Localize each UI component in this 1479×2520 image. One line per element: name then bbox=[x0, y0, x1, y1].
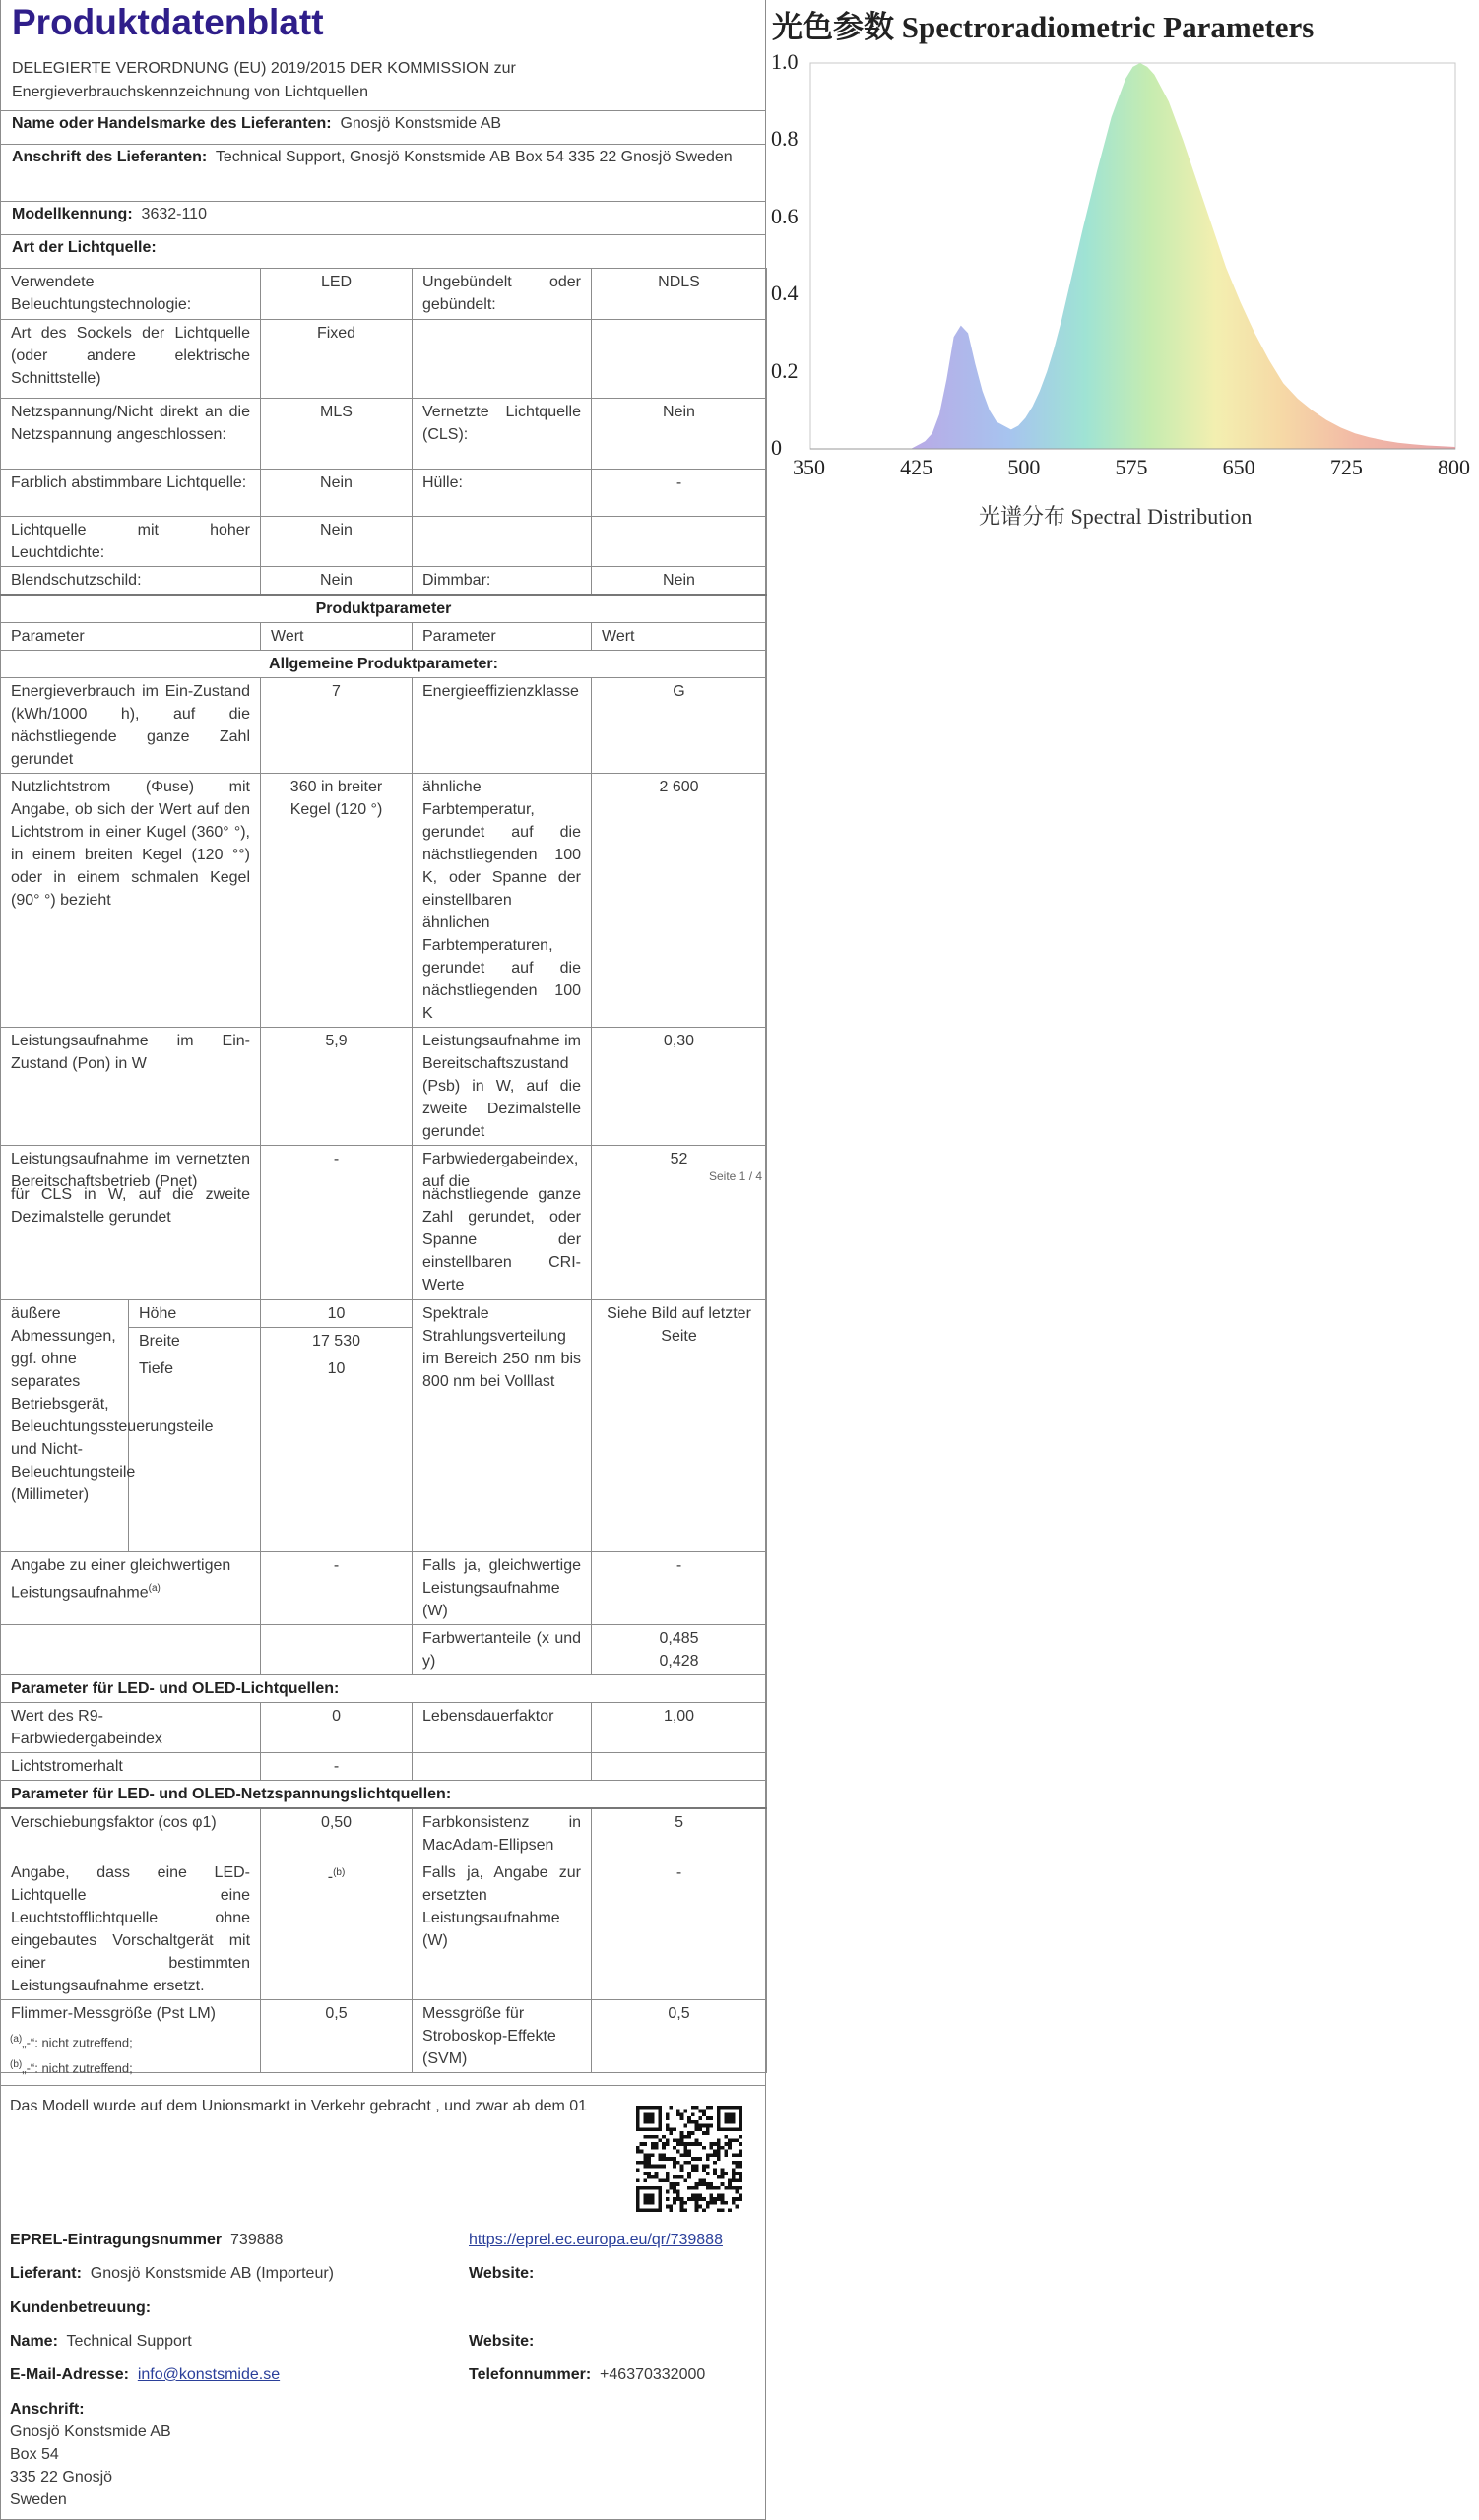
phone-value: +46370332000 bbox=[600, 2366, 706, 2383]
model-label: Modellkennung: bbox=[12, 206, 133, 222]
x-tick-label: 425 bbox=[900, 455, 933, 479]
section-row bbox=[1, 1780, 767, 1808]
cell-value: 0,5 bbox=[261, 1999, 413, 2072]
cell-value: - bbox=[592, 470, 767, 517]
cell-label: Energieverbrauch im Ein-Zustand (kWh/1000 h), auf die nächstliegende ganze Zahl gerundet bbox=[1, 678, 261, 774]
cell-label: Ungebündelt oder gebündelt: bbox=[413, 269, 592, 320]
x-tick-label: 575 bbox=[1115, 455, 1148, 479]
section-row bbox=[1, 1674, 767, 1702]
x-tick-label: 800 bbox=[1438, 455, 1470, 479]
address-line: 335 22 Gnosjö bbox=[10, 2469, 113, 2486]
phone-label: Telefonnummer: bbox=[469, 2366, 592, 2383]
supplier-name-label: Name oder Handelsmarke des Lieferanten: bbox=[12, 115, 332, 132]
dim-name: Höhe bbox=[129, 1299, 261, 1327]
section-heading: Allgemeine Produktparameter: bbox=[1, 651, 767, 678]
service-label: Kundenbetreuung: bbox=[10, 2300, 152, 2316]
cell-label: Flimmer-Messgröße (Pst LM) bbox=[1, 1999, 261, 2072]
cell-value: 2 600 bbox=[592, 774, 767, 1028]
supplier-line bbox=[10, 2262, 334, 2285]
market-text: Das Modell wurde auf dem Unionsmarkt in Verkehr gebracht , und zwar ab dem 01 bbox=[10, 2098, 588, 2114]
cell-label: Leistungsaufnahme im vernetzten Bereitschaftsbetrieb (Pnet) bbox=[1, 1146, 261, 1196]
table-row bbox=[1, 1028, 767, 1146]
supplier-address-field bbox=[12, 146, 750, 168]
cell-label: Angabe, dass eine LED-Lichtquelle eine Leuchtstofflichtquelle ohne eingebautes Vorschaltgerät mit einer bestimmten Leistungsaufnahme ersetzt. bbox=[1, 1858, 261, 1999]
cell-value: NDLS bbox=[592, 269, 767, 320]
lightsource-type-heading bbox=[12, 236, 157, 259]
cell-label: Falls ja, gleichwertige Leistungsaufnahme (W) bbox=[413, 1551, 592, 1624]
table-row bbox=[1, 567, 767, 596]
supplier-name-field bbox=[12, 112, 501, 135]
divider bbox=[0, 234, 766, 235]
footnote-mark: (a) bbox=[148, 1582, 161, 1594]
eprel-value: 739888 bbox=[230, 2232, 284, 2248]
website2-line bbox=[469, 2330, 534, 2353]
cell-label: Lebensdauerfaktor bbox=[413, 1702, 592, 1752]
section-heading: Parameter für LED- und OLED-Lichtquellen: bbox=[1, 1674, 767, 1702]
section-row bbox=[1, 595, 767, 623]
eprel-number bbox=[10, 2229, 283, 2251]
cell-value: MLS bbox=[261, 399, 413, 470]
cell-label: Wert des R9-Farbwiedergabeindex bbox=[1, 1702, 261, 1752]
y-tick-label: 0.6 bbox=[771, 203, 799, 228]
table-row bbox=[1, 1299, 767, 1327]
chart-title: 光色参数 Spectroradiometric Parameters bbox=[772, 10, 1315, 44]
footnote-mark: (b) bbox=[333, 1866, 346, 1878]
cell-value: 0,5 bbox=[592, 1999, 767, 2072]
footnote-mark: (b) bbox=[10, 2059, 23, 2070]
chroma-y: 0,428 bbox=[659, 1652, 699, 1670]
regulation-subtitle: DELEGIERTE VERORDNUNG (EU) 2019/2015 DER KOMMISSION zur Energieverbrauchskennzeichnung von Lichtquellen bbox=[12, 60, 516, 100]
cell-value: 360 in breiter Kegel (120 °) bbox=[261, 774, 413, 1028]
address-block bbox=[10, 2398, 171, 2511]
table-row bbox=[1, 269, 767, 320]
footnote-text: „-“: nicht zutreffend; bbox=[22, 2035, 133, 2050]
email-line bbox=[10, 2363, 280, 2386]
dims-label: äußere Abmessungen, ggf. ohne separates Betriebsgerät, Beleuchtungssteuerungsteile und Nicht-Beleuchtungsteile (Millimeter) bbox=[1, 1299, 129, 1551]
cell-value: Nein bbox=[261, 470, 413, 517]
table-row bbox=[1, 1702, 767, 1752]
cell-label: Hülle: bbox=[413, 470, 592, 517]
cell-value: 5,9 bbox=[261, 1028, 413, 1146]
spectrum-area bbox=[911, 63, 1455, 449]
divider bbox=[0, 110, 766, 111]
cell-label: Farblich abstimmbare Lichtquelle: bbox=[1, 470, 261, 517]
cell-value: - bbox=[261, 1146, 413, 1196]
address-line: Box 54 bbox=[10, 2446, 59, 2463]
y-tick-label: 0.4 bbox=[771, 281, 799, 306]
cell-value: LED bbox=[261, 269, 413, 320]
cell-label: Farbwiedergabeindex, auf die bbox=[413, 1146, 592, 1196]
name-label: Name: bbox=[10, 2333, 58, 2350]
column-header: Parameter bbox=[1, 623, 261, 651]
cell-value bbox=[261, 1624, 413, 1674]
cell-label: Energieeffizienzklasse bbox=[413, 678, 592, 774]
cell-value: G bbox=[592, 678, 767, 774]
cell-value bbox=[592, 1752, 767, 1780]
x-tick-label: 500 bbox=[1007, 455, 1041, 479]
cell-label: Falls ja, Angabe zur ersetzten Leistungsaufnahme (W) bbox=[413, 1858, 592, 1999]
chart-x-label: 光谱分布 Spectral Distribution bbox=[979, 504, 1253, 529]
cell-value: 0,30 bbox=[592, 1028, 767, 1146]
cell-value bbox=[592, 1624, 767, 1674]
cell-label bbox=[1, 1624, 261, 1674]
spectral-value: Siehe Bild auf letzter Seite bbox=[592, 1299, 767, 1551]
cell-value bbox=[592, 320, 767, 399]
cell-label: Farbwertanteile (x und y) bbox=[413, 1624, 592, 1674]
cell-label: nächstliegende ganze Zahl gerundet, oder Spanne der einstellbaren CRI-Werte bbox=[413, 1181, 592, 1299]
cell-value: Nein bbox=[261, 517, 413, 567]
cell-value: - bbox=[592, 1551, 767, 1624]
footnote-text: „-“: nicht zutreffend; bbox=[22, 2060, 133, 2076]
cell-label bbox=[413, 1752, 592, 1780]
dim-value: 10 bbox=[261, 1299, 413, 1327]
table-row bbox=[1, 1181, 767, 1299]
section-heading: Produktparameter bbox=[1, 595, 767, 623]
cell-label: für CLS in W, auf die zweite Dezimalstelle gerundet bbox=[1, 1181, 261, 1299]
lightsource-table bbox=[0, 268, 767, 1195]
contact-name bbox=[10, 2330, 192, 2353]
model-field bbox=[12, 203, 207, 225]
cell-label: Leistungsaufnahme im Bereitschaftszustand (Psb) in W, auf die zweite Dezimalstelle gerundet bbox=[413, 1028, 592, 1146]
footnote-b bbox=[10, 2059, 133, 2075]
name-value: Technical Support bbox=[66, 2333, 192, 2350]
cell-value: Nein bbox=[592, 567, 767, 596]
service-heading bbox=[10, 2297, 151, 2319]
footnote-mark: (a) bbox=[10, 2034, 23, 2045]
table-row bbox=[1, 470, 767, 517]
cell-value: - bbox=[592, 1858, 767, 1999]
equiv-label: Angabe zu einer gleichwertigen Leistungsaufnahme bbox=[11, 1556, 231, 1601]
x-tick-label: 725 bbox=[1329, 455, 1363, 479]
supplier-value: Gnosjö Konstsmide AB (Importeur) bbox=[90, 2265, 335, 2282]
chroma-x: 0,485 bbox=[659, 1629, 699, 1647]
section-row bbox=[1, 651, 767, 678]
cell-value: 52 bbox=[592, 1146, 767, 1196]
website-label: Website: bbox=[469, 2265, 535, 2282]
cell-value: - bbox=[261, 1551, 413, 1624]
cell-label: Verschiebungsfaktor (cos φ1) bbox=[1, 1808, 261, 1859]
table-row bbox=[1, 1624, 767, 1674]
cell-value: 5 bbox=[592, 1808, 767, 1859]
x-tick-label: 350 bbox=[793, 455, 825, 479]
cell-value: 7 bbox=[261, 678, 413, 774]
supplier-name-value: Gnosjö Konstsmide AB bbox=[340, 115, 502, 132]
cell-value: Fixed bbox=[261, 320, 413, 399]
dim-value: 17 530 bbox=[261, 1327, 413, 1354]
cell-label bbox=[1, 1551, 261, 1624]
column-header: Parameter bbox=[413, 623, 592, 651]
table-row bbox=[1, 678, 767, 774]
page-title: Produktdatenblatt bbox=[12, 2, 324, 42]
column-header: Wert bbox=[261, 623, 413, 651]
cell-label: Dimmbar: bbox=[413, 567, 592, 596]
cell-label: Vernetzte Lichtquelle (CLS): bbox=[413, 399, 592, 470]
cell-value bbox=[592, 1181, 767, 1299]
spectral-label: Spektrale Strahlungsverteilung im Bereich 250 nm bis 800 nm bei Volllast bbox=[413, 1299, 592, 1551]
cell-label bbox=[413, 517, 592, 567]
supplier-label: Lieferant: bbox=[10, 2265, 82, 2282]
table-row bbox=[1, 1808, 767, 1859]
x-tick-label: 650 bbox=[1222, 455, 1255, 479]
email-link[interactable]: info@konstsmide.se bbox=[137, 2366, 281, 2383]
cell-value bbox=[592, 517, 767, 567]
qr-code-icon[interactable] bbox=[636, 2106, 742, 2212]
params-table-continued bbox=[0, 1181, 767, 2076]
model-value: 3632-110 bbox=[141, 206, 207, 222]
y-tick-label: 0.2 bbox=[771, 357, 799, 383]
section-heading: Parameter für LED- und OLED-Netzspannungslichtquellen: bbox=[1, 1780, 767, 1808]
cell-value: Nein bbox=[261, 567, 413, 596]
cell-value: 0 bbox=[261, 1702, 413, 1752]
claim-value: - bbox=[327, 1867, 334, 1885]
footnote-a bbox=[10, 2034, 133, 2049]
cell-label: ähnliche Farbtemperatur, gerundet auf die nächstliegenden 100 K, oder Spanne der einstellbaren ähnlichen Farbtemperaturen, gerundet auf die nächstliegenden 100 K bbox=[413, 774, 592, 1028]
address-label: Anschrift: bbox=[10, 2401, 85, 2418]
email-label: E-Mail-Adresse: bbox=[10, 2366, 129, 2383]
cell-label: Leistungsaufnahme im Ein-Zustand (Pon) in W bbox=[1, 1028, 261, 1146]
cell-label: Netzspannung/Nicht direkt an die Netzspannung angeschlossen: bbox=[1, 399, 261, 470]
column-header: Wert bbox=[592, 623, 767, 651]
dim-name: Tiefe bbox=[129, 1354, 261, 1551]
cell-label: Lichtstromerhalt bbox=[1, 1752, 261, 1780]
cell-label: Art des Sockels der Lichtquelle (oder andere elektrische Schnittstelle) bbox=[1, 320, 261, 399]
table-row bbox=[1, 774, 767, 1028]
table-row bbox=[1, 320, 767, 399]
table-row bbox=[1, 517, 767, 567]
y-tick-label: 0 bbox=[771, 435, 782, 460]
cell-value: - bbox=[261, 1752, 413, 1780]
cell-label bbox=[413, 320, 592, 399]
column-header-row bbox=[1, 623, 767, 651]
supplier-address-value: Technical Support, Gnosjö Konstsmide AB Box 54 335 22 Gnosjö Sweden bbox=[215, 149, 733, 165]
cell-label: Nutzlichtstrom (Φuse) mit Angabe, ob sich der Wert auf den Lichtstrom in einer Kugel (360° °), in einem breiten Kegel (120 °°) oder in einem schmalen Kegel (90° °) bezieht bbox=[1, 774, 261, 1028]
cell-value bbox=[261, 1858, 413, 1999]
dim-name: Breite bbox=[129, 1327, 261, 1354]
cell-label: Messgröße für Stroboskop-Effekte (SVM) bbox=[413, 1999, 592, 2072]
cell-label: Blendschutzschild: bbox=[1, 567, 261, 596]
eprel-label: EPREL-Eintragungsnummer bbox=[10, 2232, 223, 2248]
table-row bbox=[1, 1551, 767, 1624]
cell-value bbox=[261, 1181, 413, 1299]
cell-label: Verwendete Beleuchtungstechnologie: bbox=[1, 269, 261, 320]
cell-value: 1,00 bbox=[592, 1702, 767, 1752]
page-number: Seite 1 / 4 bbox=[709, 1169, 763, 1183]
divider bbox=[0, 144, 766, 145]
cell-label: Farbkonsistenz in MacAdam-Ellipsen bbox=[413, 1808, 592, 1859]
lightsource-type-label: Art der Lichtquelle: bbox=[12, 239, 157, 256]
phone-line bbox=[469, 2363, 705, 2386]
y-tick-label: 0.8 bbox=[771, 126, 799, 152]
website-line bbox=[469, 2262, 534, 2285]
website-label: Website: bbox=[469, 2333, 535, 2350]
cell-label: Lichtquelle mit hoher Leuchtdichte: bbox=[1, 517, 261, 567]
eprel-link[interactable]: https://eprel.ec.europa.eu/qr/739888 bbox=[469, 2232, 723, 2248]
table-row bbox=[1, 399, 767, 470]
address-line: Gnosjö Konstsmide AB bbox=[10, 2424, 171, 2440]
y-tick-label: 1.0 bbox=[771, 49, 799, 74]
dim-value: 10 bbox=[261, 1354, 413, 1551]
address-line: Sweden bbox=[10, 2491, 67, 2508]
table-row bbox=[1, 1858, 767, 1999]
divider bbox=[0, 201, 766, 202]
cell-value: 0,50 bbox=[261, 1808, 413, 1859]
supplier-address-label: Anschrift des Lieferanten: bbox=[12, 149, 208, 165]
cell-value: Nein bbox=[592, 399, 767, 470]
table-row bbox=[1, 1752, 767, 1780]
